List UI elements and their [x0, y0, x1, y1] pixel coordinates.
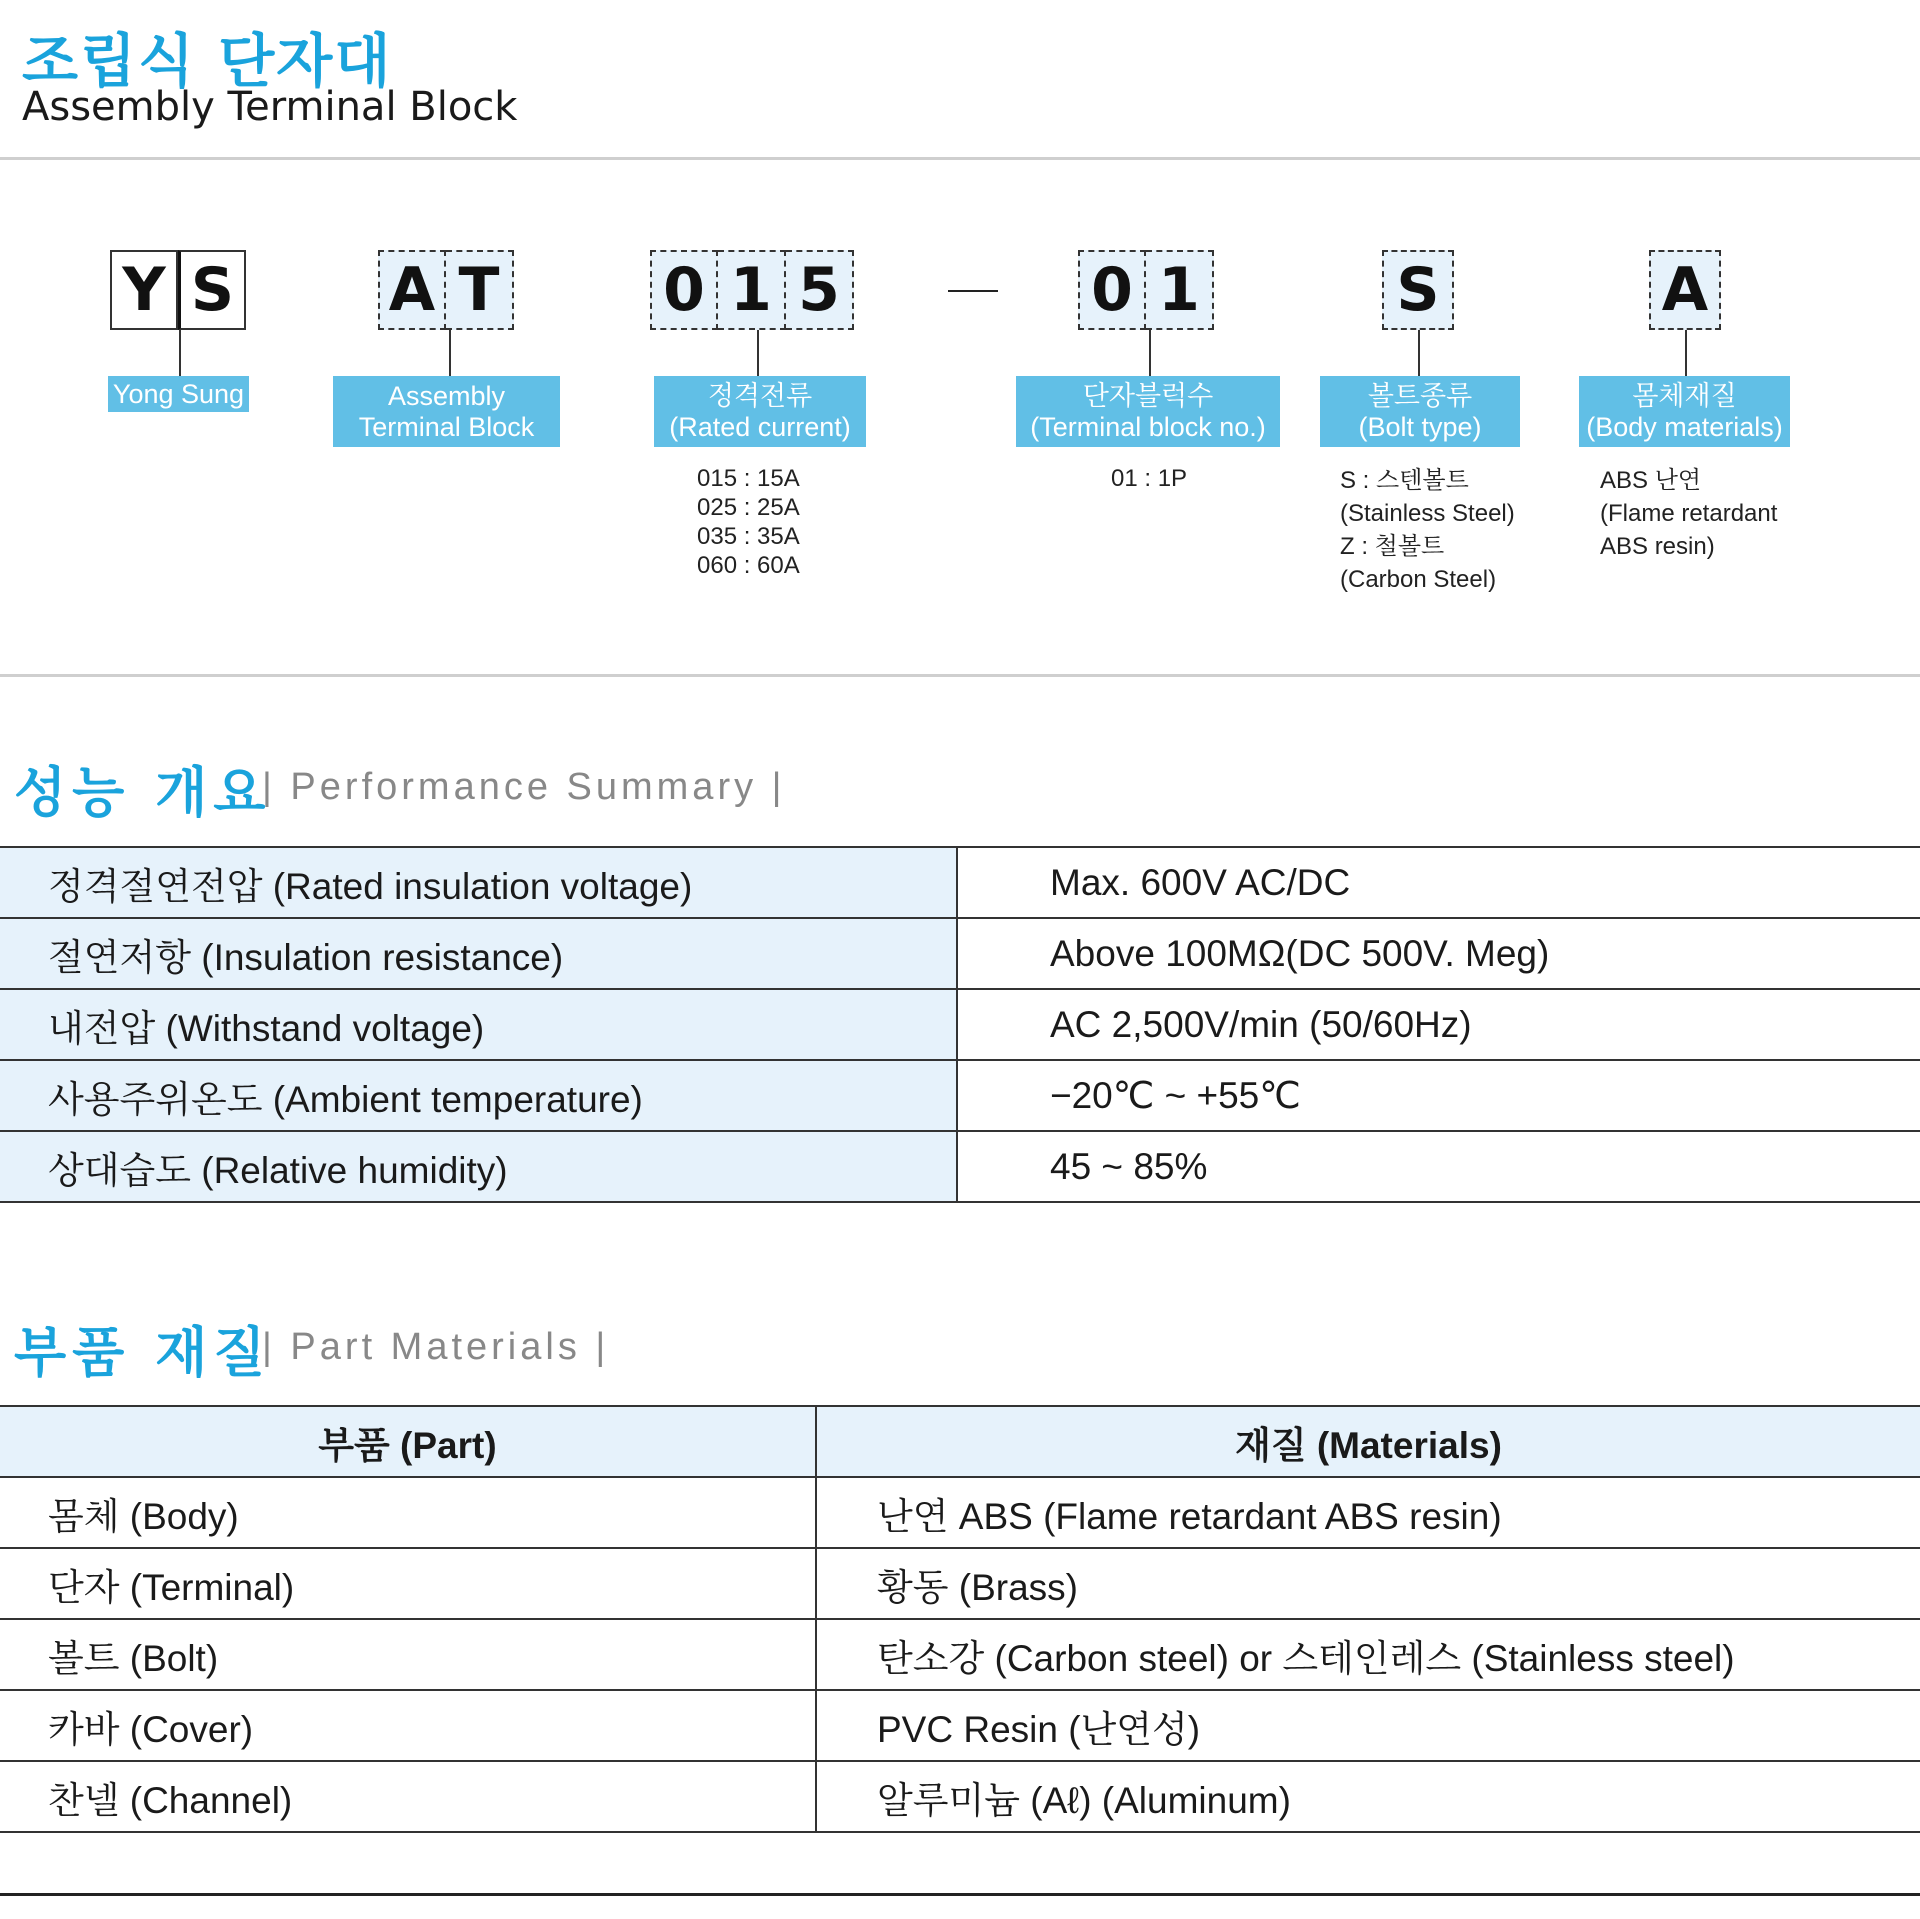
desc-line: (Flame retardant	[1600, 500, 1778, 527]
desc-line: 035 : 35A	[697, 523, 800, 550]
section-subtitle-performance: | Performance Summary |	[262, 766, 786, 808]
code-char: 5	[786, 250, 854, 330]
table-row	[0, 918, 1920, 989]
connector-line	[757, 330, 759, 376]
label-text: (Terminal block no.)	[1030, 411, 1266, 442]
code-box-body-material	[1649, 250, 1721, 330]
desc-line: 015 : 15A	[697, 465, 800, 492]
desc-line: Z : 철볼트	[1340, 533, 1445, 560]
label-text: (Bolt type)	[1358, 411, 1482, 442]
code-label-block-no	[1016, 376, 1280, 447]
desc-line: ABS resin)	[1600, 533, 1715, 560]
table-header-row	[0, 1406, 1920, 1477]
part-name: 단자 (Terminal)	[0, 1548, 816, 1619]
part-material: 탄소강 (Carbon steel) or 스테인레스 (Stainless steel)	[816, 1619, 1920, 1690]
code-char: 1	[718, 250, 786, 330]
code-label-rated-current	[654, 376, 866, 447]
spec-value: Max. 600V AC/DC	[957, 847, 1920, 918]
label-text: (Body materials)	[1586, 411, 1783, 442]
label-text: Assembly	[387, 380, 506, 411]
spec-label: 사용주위온도 (Ambient temperature)	[0, 1060, 957, 1131]
connector-line	[1685, 330, 1687, 376]
spec-value: Above 100MΩ(DC 500V. Meg)	[957, 918, 1920, 989]
code-desc-rated-current	[697, 464, 800, 580]
desc-line: (Carbon Steel)	[1340, 566, 1497, 593]
connector-line	[1418, 330, 1420, 376]
code-char: S	[178, 250, 246, 330]
code-box-bolt-type	[1382, 250, 1454, 330]
code-char: S	[1382, 250, 1454, 330]
connector-line	[1149, 330, 1151, 376]
table-row	[0, 1690, 1920, 1761]
column-header-material: 재질 (Materials)	[816, 1406, 1920, 1477]
label-text: 정격전류	[707, 380, 813, 411]
section-subtitle-materials: | Part Materials |	[262, 1326, 610, 1368]
code-desc-body-material	[1600, 464, 1777, 563]
connector-line	[179, 330, 181, 376]
code-desc-block-no	[1111, 464, 1187, 493]
part-material: 알루미늄 (Aℓ) (Aluminum)	[816, 1761, 1920, 1832]
code-char: 1	[1146, 250, 1214, 330]
part-name: 카바 (Cover)	[0, 1690, 816, 1761]
spec-value: 45 ~ 85%	[957, 1131, 1920, 1202]
spec-label: 정격절연전압 (Rated insulation voltage)	[0, 847, 957, 918]
table-row	[0, 1548, 1920, 1619]
section-title-performance: 성능 개요	[14, 761, 272, 824]
section-title-materials: 부품 재질	[14, 1321, 272, 1384]
column-header-part: 부품 (Part)	[0, 1406, 816, 1477]
code-char: T	[446, 250, 514, 330]
part-name: 몸체 (Body)	[0, 1477, 816, 1548]
table-row	[0, 847, 1920, 918]
spec-value: AC 2,500V/min (50/60Hz)	[957, 989, 1920, 1060]
label-text: 단자블럭수	[1082, 380, 1214, 411]
label-text: Terminal Block	[358, 411, 535, 442]
label-text: (Rated current)	[669, 411, 851, 442]
table-row	[0, 989, 1920, 1060]
code-box-assembly	[378, 250, 514, 330]
separator-dash	[948, 290, 998, 292]
desc-line: 025 : 25A	[697, 494, 800, 521]
part-name: 볼트 (Bolt)	[0, 1619, 816, 1690]
connector-line	[449, 330, 451, 376]
label-text: 볼트종류	[1367, 380, 1473, 411]
part-material: PVC Resin (난연성)	[816, 1690, 1920, 1761]
code-char: A	[378, 250, 446, 330]
code-char: Y	[110, 250, 178, 330]
part-name: 찬넬 (Channel)	[0, 1761, 816, 1832]
part-material: 난연 ABS (Flame retardant ABS resin)	[816, 1477, 1920, 1548]
spec-label: 절연저항 (Insulation resistance)	[0, 918, 957, 989]
table-row	[0, 1060, 1920, 1131]
desc-line: ABS 난연	[1600, 467, 1702, 494]
spec-label: 상대습도 (Relative humidity)	[0, 1131, 957, 1202]
code-box-block-no	[1078, 250, 1214, 330]
divider	[0, 674, 1920, 677]
page-subtitle: Assembly Terminal Block	[22, 84, 518, 130]
code-label-assembly	[333, 376, 560, 447]
code-char: A	[1649, 250, 1721, 330]
table-row	[0, 1619, 1920, 1690]
page-title: 조립식 단자대	[22, 27, 393, 95]
label-text: Yong Sung	[112, 378, 245, 409]
code-label-bolt-type	[1320, 376, 1520, 447]
materials-table	[0, 1405, 1920, 1833]
code-char: 0	[1078, 250, 1146, 330]
code-box-rated-current	[650, 250, 854, 330]
table-row	[0, 1131, 1920, 1202]
table-row	[0, 1477, 1920, 1548]
spec-value: −20℃ ~ +55℃	[957, 1060, 1920, 1131]
code-label-body-material	[1579, 376, 1790, 447]
desc-line: (Stainless Steel)	[1340, 500, 1515, 527]
spec-label: 내전압 (Withstand voltage)	[0, 989, 957, 1060]
divider	[0, 1893, 1920, 1896]
code-label-yongsung	[108, 376, 249, 412]
desc-line: 060 : 60A	[697, 552, 800, 579]
table-row	[0, 1761, 1920, 1832]
desc-line: S : 스텐볼트	[1340, 467, 1469, 494]
part-material: 황동 (Brass)	[816, 1548, 1920, 1619]
code-char: 0	[650, 250, 718, 330]
performance-table	[0, 846, 1920, 1203]
code-box-yongsung	[110, 250, 246, 330]
divider	[0, 157, 1920, 160]
label-text: 몸체재질	[1632, 380, 1737, 411]
code-desc-bolt-type	[1340, 464, 1515, 596]
desc-line: 01 : 1P	[1111, 465, 1188, 492]
